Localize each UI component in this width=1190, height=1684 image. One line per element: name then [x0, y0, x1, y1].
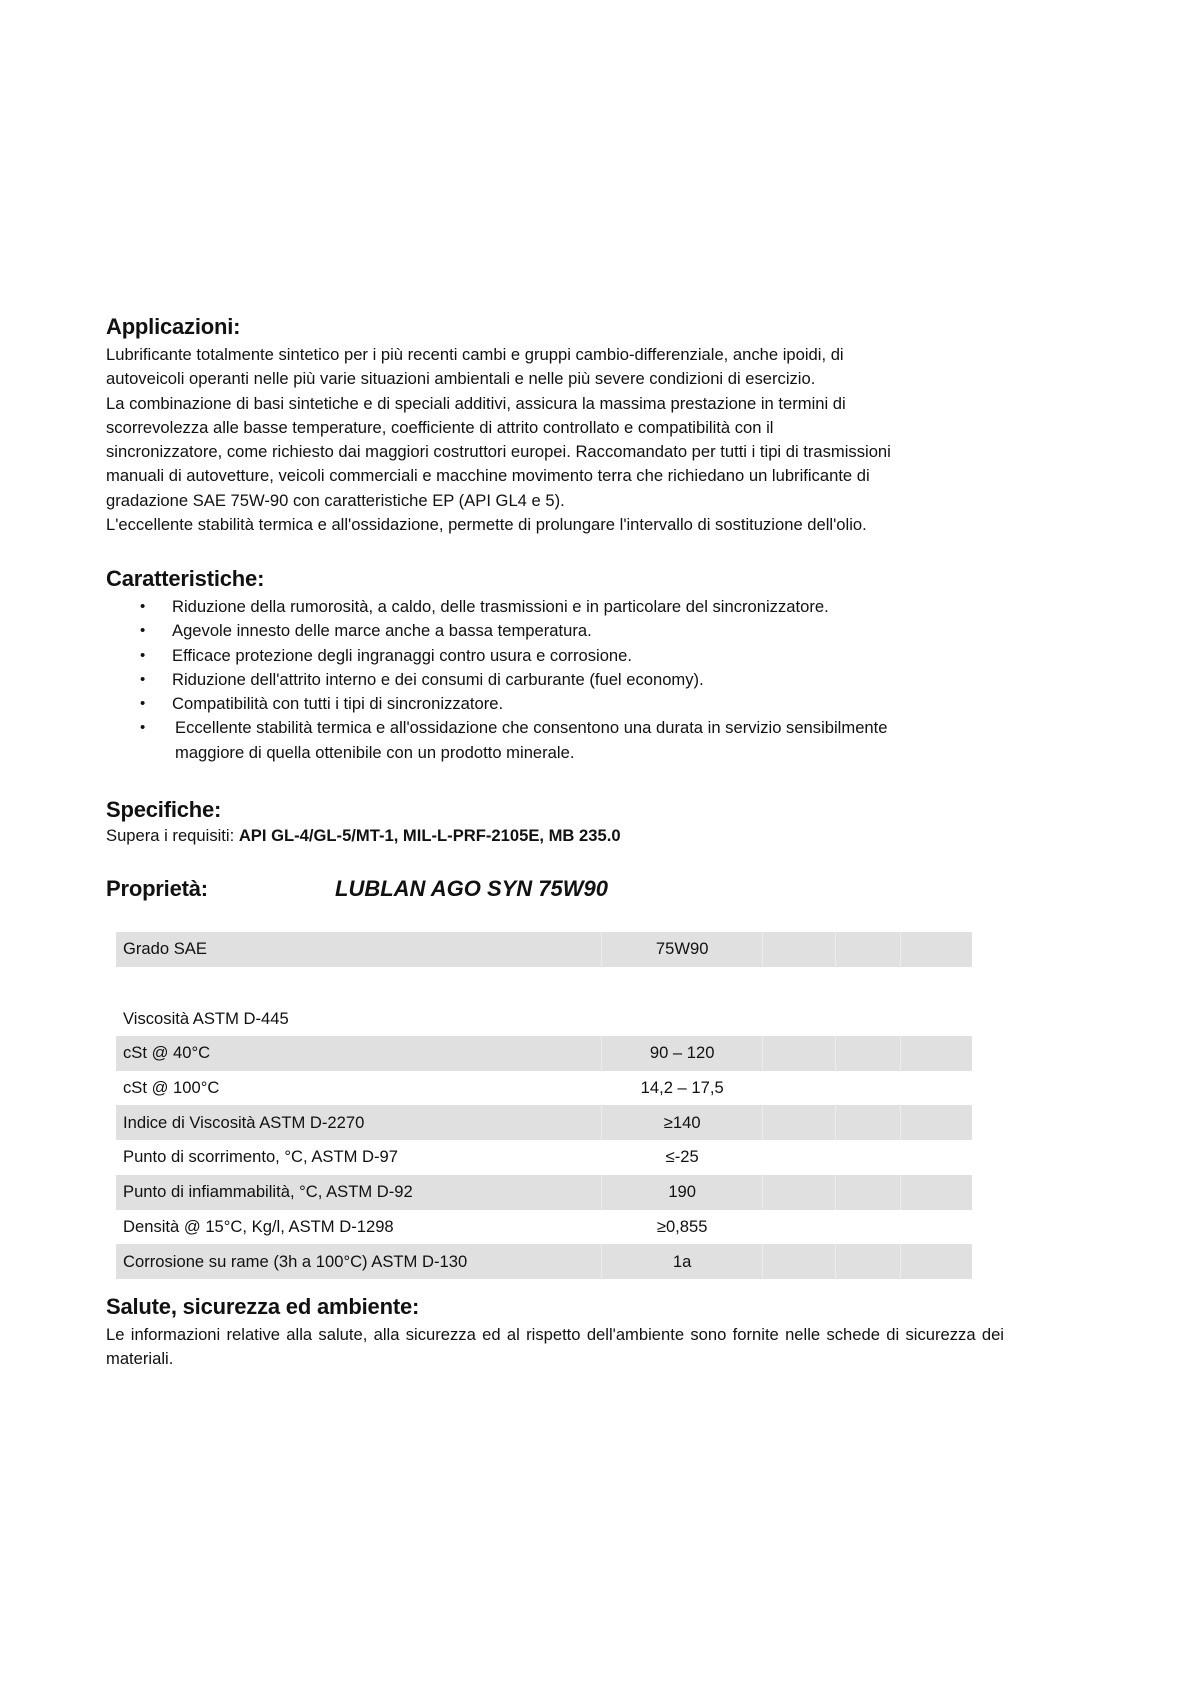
properties-table: [116, 932, 972, 1279]
product-name: LUBLAN AGO SYN 75W90: [335, 876, 609, 901]
text-line: manuali di autovetture, veicoli commerciali e macchine movimento terra che richiedano un lubrificante di: [106, 466, 870, 486]
heading-proprieta: Proprietà:: [106, 876, 208, 901]
salute-text: Le informazioni relative alla salute, alla sicurezza ed al rispetto dell'ambiente sono fornite nelle schede di sicurezza dei materiali.: [106, 1325, 1004, 1369]
bullet-icon: •: [140, 646, 146, 664]
list-item: • Agevole innesto delle marce anche a bassa temperatura.: [106, 619, 1006, 643]
text-line: sincronizzatore, come richiesto dai maggiori costruttori europei. Raccomandato per tutti i tipi di trasmissioni: [106, 442, 891, 462]
bullet-icon: •: [140, 598, 146, 615]
list-item: • Efficace protezione degli ingranaggi contro usura e corrosione.: [106, 644, 1006, 668]
bullet-icon: •: [140, 695, 146, 713]
text-line: autoveicoli operanti nelle più varie situazioni ambientali e nelle più severe condizioni di esercizio.: [106, 369, 816, 389]
list-item: • Eccellente stabilità termica e all'ossidazione che consentono una durata in servizio sensibilmente maggiore di quella ottenibile con un prodotto minerale.: [106, 716, 1006, 765]
text-line: Lubrificante totalmente sintetico per i più recenti cambi e gruppi cambio-differenziale, anche ipoidi, di: [106, 345, 844, 364]
table-row: cSt @ 40°C 90 – 120: [116, 1036, 972, 1071]
list-item: • Riduzione della rumorosità, a caldo, delle trasmissioni e in particolare del sincronizzatore.: [106, 595, 1006, 619]
heading-caratteristiche: Caratteristiche:: [106, 566, 265, 591]
bullet-icon: •: [140, 622, 146, 640]
table-row: Grado SAE 75W90: [116, 932, 972, 967]
heading-salute: Salute, sicurezza ed ambiente:: [106, 1294, 420, 1319]
table-row: Viscosità ASTM D-445: [116, 1001, 972, 1036]
text-line: La combinazione di basi sintetiche e di speciali additivi, assicura la massima prestazione in termini di: [106, 393, 846, 413]
table-row: [116, 967, 972, 1002]
table-row: cSt @ 100°C 14,2 – 17,5: [116, 1071, 972, 1106]
applicazioni-text: [106, 343, 1006, 537]
list-item-continuation: maggiore di quella ottenibile con un prodotto minerale.: [175, 742, 575, 762]
table-row: Punto di infiammabilità, °C, ASTM D-92 190: [116, 1175, 972, 1210]
bullet-icon: •: [140, 670, 146, 688]
table-row: Indice di Viscosità ASTM D-2270 ≥140: [116, 1105, 972, 1140]
text-line: gradazione SAE 75W-90 con caratteristiche EP (API GL4 e 5).: [106, 490, 565, 510]
bullet-icon: •: [140, 719, 146, 737]
heading-specifiche: Specifiche:: [106, 797, 222, 822]
caratteristiche-list: [106, 595, 1006, 765]
table-row: Densità @ 15°C, Kg/l, ASTM D-1298 ≥0,855: [116, 1210, 972, 1245]
spec-values: API GL-4/GL-5/MT-1, MIL-L-PRF-2105E, MB 235.0: [238, 826, 621, 845]
table-row: Punto di scorrimento, °C, ASTM D-97 ≤-25: [116, 1140, 972, 1175]
text-line: scorrevolezza alle basse temperature, coefficiente di attrito controllato e compatibilità con il: [106, 417, 774, 437]
list-item: • Compatibilità con tutti i tipi di sincronizzatore.: [106, 692, 1006, 716]
specifiche-text: Supera i requisiti: API GL-4/GL-5/MT-1, MIL-L-PRF-2105E, MB 235.0: [106, 826, 621, 845]
heading-applicazioni: Applicazioni:: [106, 314, 241, 339]
table-row: Corrosione su rame (3h a 100°C) ASTM D-130 1a: [116, 1244, 972, 1279]
text-line: L'eccellente stabilità termica e all'ossidazione, permette di prolungare l'intervallo di sostituzione dell'olio.: [106, 515, 867, 535]
list-item: • Riduzione dell'attrito interno e dei consumi di carburante (fuel economy).: [106, 668, 1006, 692]
